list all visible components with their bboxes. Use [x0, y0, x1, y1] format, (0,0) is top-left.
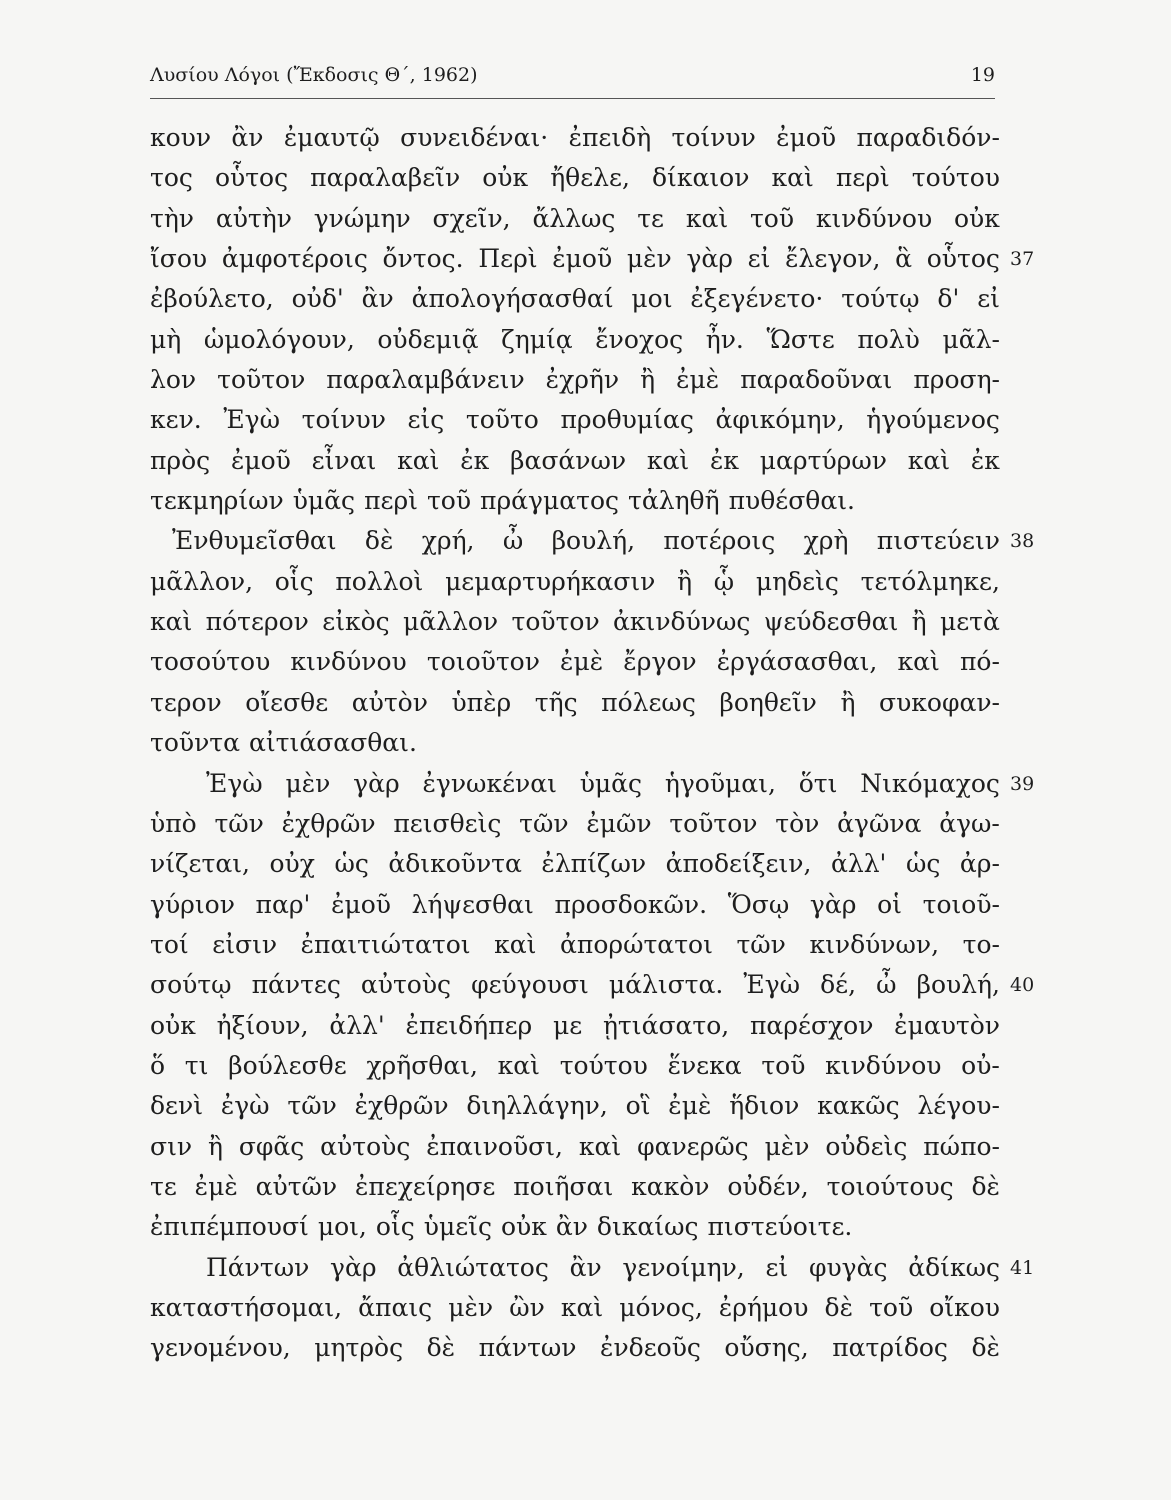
text-line: ὅ τι βούλεσθε χρῆσθαι, καὶ τούτου ἕνεκα τοῦ κινδύνου οὐ- [150, 1050, 1000, 1080]
text-line: μὴ ὡμολόγουν, οὐδεμιᾷ ζημίᾳ ἔνοχος ἦν. Ὥστε πολὺ μᾶλ- [150, 324, 1000, 354]
text-line: ἐπιπέμπουσί μοι, οἷς ὑμεῖς οὐκ ἂν δικαίως πιστεύοιτε. [150, 1212, 853, 1242]
text-line: καὶ πότερον εἰκὸς μᾶλλον τοῦτον ἀκινδύνως ψεύδεσθαι ἢ μετὰ [150, 607, 1000, 637]
text-line: ὑπὸ τῶν ἐχθρῶν πεισθεὶς τῶν ἐμῶν τοῦτον τὸν ἀγῶνα ἀγω- [150, 808, 1000, 838]
text-line: τοῦντα αἰτιάσασθαι. [150, 728, 417, 758]
section-number: 41 [1010, 1256, 1035, 1279]
text-line: Ἐνθυμεῖσθαι δὲ χρή, ὦ βουλή, ποτέροις χρὴ πιστεύειν 38 [150, 521, 1000, 561]
text-line: τερον οἴεσθε αὐτὸν ὑπὲρ τῆς πόλεως βοηθεῖν ἢ συκοφαν- [150, 687, 1000, 717]
text-line: τοσούτου κινδύνου τοιοῦτον ἐμὲ ἔργον ἐργάσασθαι, καὶ πό- [150, 647, 1000, 677]
running-header [150, 62, 995, 99]
section-number: 39 [1010, 772, 1035, 795]
book-title: Λυσίου Λόγοι (Ἔκδοσις Θ΄, 1962) [150, 64, 478, 86]
text-line: πρὸς ἐμοῦ εἶναι καὶ ἐκ βασάνων καὶ ἐκ μαρτύρων καὶ ἐκ [150, 445, 1000, 475]
body-text [150, 118, 1035, 1369]
text-line: ἐβούλετο, οὐδ' ἂν ἀπολογήσασθαί μοι ἐξεγένετο· τούτῳ δ' εἰ [150, 284, 1000, 314]
text-line: σούτῳ πάντες αὐτοὺς φεύγουσι μάλιστα. Ἐγὼ δέ, ὦ βουλή, 40 [150, 965, 1000, 1005]
text-line: καταστήσομαι, ἄπαις μὲν ὢν καὶ μόνος, ἐρήμου δὲ τοῦ οἴκου [150, 1292, 1000, 1322]
text-line: τε ἐμὲ αὐτῶν ἐπεχείρησε ποιῆσαι κακὸν οὐδέν, τοιούτους δὲ [150, 1171, 1000, 1201]
text-line: Ἐγὼ μὲν γὰρ ἐγνωκέναι ὑμᾶς ἡγοῦμαι, ὅτι Νικόμαχος 39 [150, 764, 1000, 804]
text-line: κουν ἂν ἐμαυτῷ συνειδέναι· ἐπειδὴ τοίνυν ἐμοῦ παραδιδόν- [150, 123, 1000, 152]
text-line: τεκμηρίων ὑμᾶς περὶ τοῦ πράγματος τἀληθῆ πυθέσθαι. [150, 486, 855, 516]
text-line: σιν ἢ σφᾶς αὐτοὺς ἐπαινοῦσι, καὶ φανερῶς μὲν οὐδεὶς πώπο- [150, 1131, 1000, 1161]
text-line: δενὶ ἐγὼ τῶν ἐχθρῶν διηλλάγην, οἳ ἐμὲ ἥδιον κακῶς λέγου- [150, 1091, 1000, 1121]
text-line: τὴν αὐτὴν γνώμην σχεῖν, ἄλλως τε καὶ τοῦ κινδύνου οὐκ [150, 203, 1000, 233]
text-line: γύριον παρ' ἐμοῦ λήψεσθαι προσδοκῶν. Ὅσῳ γὰρ οἱ τοιοῦ- [150, 889, 1000, 919]
text-line: γενομένου, μητρὸς δὲ πάντων ἐνδεοῦς οὔσης, πατρίδος δὲ [150, 1333, 1000, 1363]
section-number: 38 [1010, 530, 1035, 553]
page-number: 19 [970, 64, 995, 86]
text-line: λον τοῦτον παραλαμβάνειν ἐχρῆν ἢ ἐμὲ παραδοῦναι προση- [150, 365, 1000, 395]
text-line: κεν. Ἐγὼ τοίνυν εἰς τοῦτο προθυμίας ἀφικόμην, ἡγούμενος [150, 405, 1000, 435]
section-number: 37 [1010, 248, 1035, 271]
text-line: Πάντων γὰρ ἀθλιώτατος ἂν γενοίμην, εἰ φυγὰς ἀδίκως 41 [150, 1248, 1000, 1288]
text-line: τοί εἰσιν ἐπαιτιώτατοι καὶ ἀπορώτατοι τῶν κινδύνων, το- [150, 929, 1000, 959]
text-line: τος οὗτος παραλαβεῖν οὐκ ἤθελε, δίκαιον καὶ περὶ τούτου [150, 163, 1000, 193]
text-line: νίζεται, οὐχ ὡς ἀδικοῦντα ἐλπίζων ἀποδείξειν, ἀλλ' ὡς ἀρ- [150, 849, 1000, 879]
section-number: 40 [1010, 974, 1035, 997]
text-line: μᾶλλον, οἷς πολλοὶ μεμαρτυρήκασιν ἢ ᾧ μηδεὶς τετόλμηκε, [150, 566, 1000, 596]
text-line: οὐκ ἠξίουν, ἀλλ' ἐπειδήπερ με ᾐτιάσατο, παρέσχον ἐμαυτὸν [150, 1010, 1000, 1040]
text-line: ἴσου ἀμφοτέροις ὄντος. Περὶ ἐμοῦ μὲν γὰρ εἰ ἔλεγον, ἃ οὗτος 37 [150, 239, 1000, 279]
